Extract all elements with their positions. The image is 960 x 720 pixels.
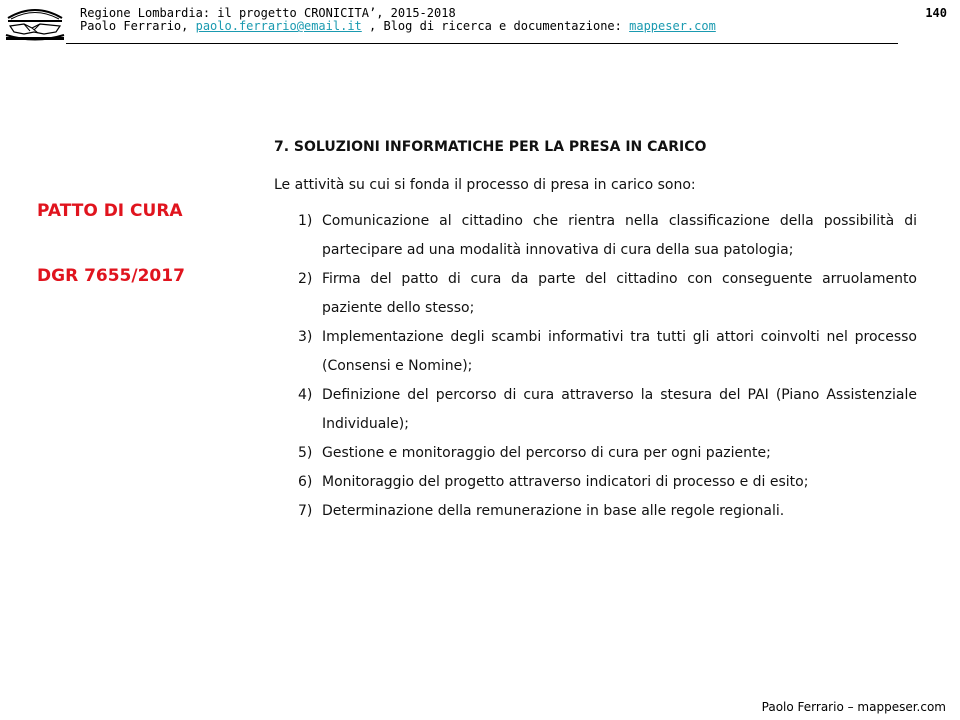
list-item-text: Determinazione della remunerazione in base alle regole regionali. xyxy=(322,503,785,519)
blog-link[interactable]: mappeser.com xyxy=(629,19,716,33)
list-item-number: 7) xyxy=(298,503,313,519)
list-item-text: Definizione del percorso di cura attraverso la stesura del PAI (Piano Assistenziale Individuale); xyxy=(322,387,917,432)
side-title-patto-di-cura: PATTO DI CURA xyxy=(37,201,183,221)
list-item-number: 3) xyxy=(298,329,313,345)
list-item-text: Implementazione degli scambi informativi tra tutti gli attori coinvolti nel processo (Consensi e Nomine); xyxy=(322,329,917,374)
list-item xyxy=(274,439,917,468)
list-item xyxy=(274,265,917,323)
section-heading: 7. SOLUZIONI INFORMATICHE PER LA PRESA IN CARICO xyxy=(274,139,707,155)
header-author: Paolo Ferrario, xyxy=(80,19,189,33)
list-item-text: Firma del patto di cura da parte del cittadino con conseguente arruolamento paziente dello stesso; xyxy=(322,271,917,316)
list-item-number: 6) xyxy=(298,474,313,490)
list-item xyxy=(274,207,917,265)
handshake-logo-icon xyxy=(4,4,66,42)
main-content xyxy=(274,136,917,526)
header-title: Regione Lombardia: il progetto CRONICITA’, 2015-2018 xyxy=(80,6,456,20)
blog-label: , Blog di ricerca e documentazione: xyxy=(369,19,622,33)
activity-list xyxy=(274,207,917,526)
list-item-number: 4) xyxy=(298,387,313,403)
list-item-text: Monitoraggio del progetto attraverso indicatori di processo e di esito; xyxy=(322,474,809,490)
header-credits xyxy=(80,19,716,33)
list-item xyxy=(274,381,917,439)
side-title-dgr: DGR 7655/2017 xyxy=(37,266,185,286)
list-item xyxy=(274,323,917,381)
list-item xyxy=(274,468,917,497)
page-number: 140 xyxy=(925,6,947,20)
email-link[interactable]: paolo.ferrario@email.it xyxy=(195,19,362,33)
footer-credit: Paolo Ferrario – mappeser.com xyxy=(761,700,946,714)
list-item-number: 5) xyxy=(298,445,313,461)
header-divider xyxy=(66,43,898,44)
list-item-number: 1) xyxy=(298,213,313,229)
list-item-text: Gestione e monitoraggio del percorso di cura per ogni paziente; xyxy=(322,445,771,461)
list-item xyxy=(274,497,917,526)
list-item-number: 2) xyxy=(298,271,313,287)
list-item-text: Comunicazione al cittadino che rientra nella classificazione della possibilità di partecipare ad una modalità innovativa di cura della sua patologia; xyxy=(322,213,917,258)
intro-text: Le attività su cui si fonda il processo di presa in carico sono: xyxy=(274,177,696,193)
